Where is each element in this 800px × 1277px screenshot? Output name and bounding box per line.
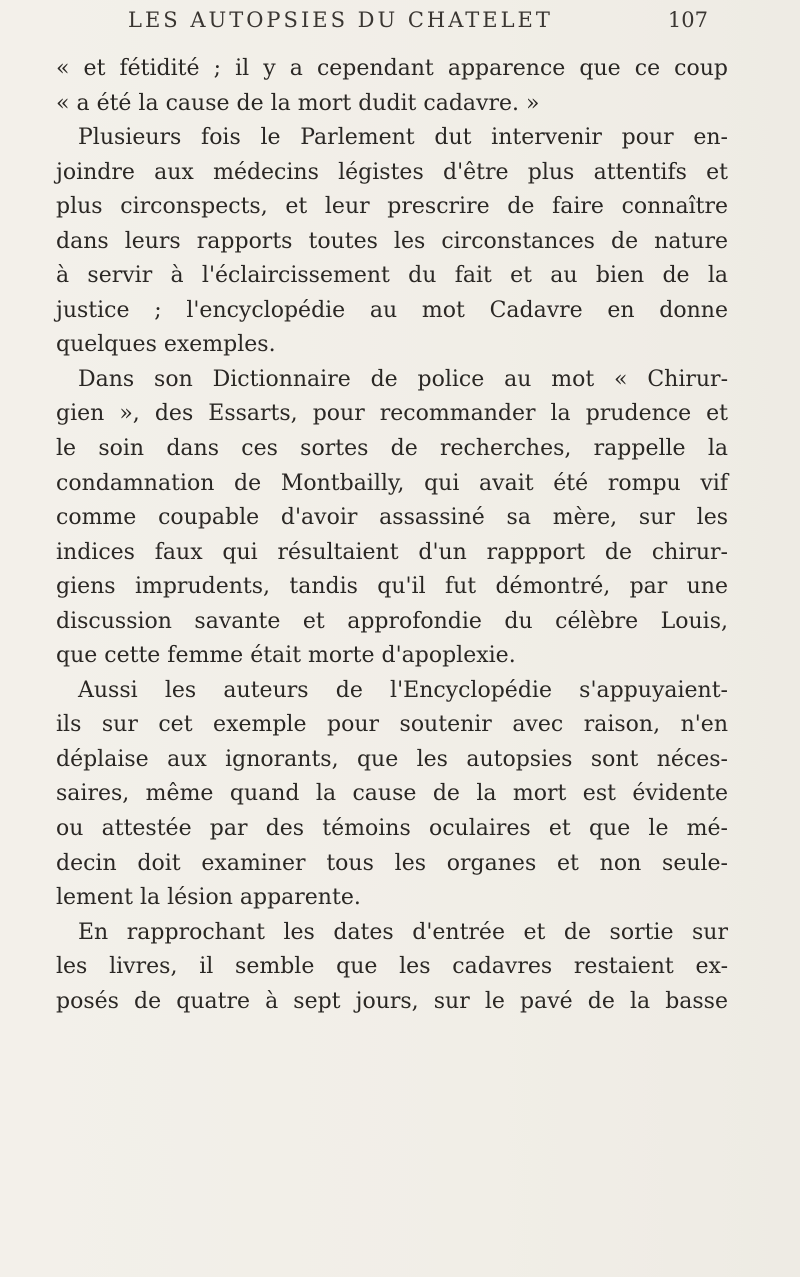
text-line: à servir à l'éclaircissement du fait et au bien de la [56,263,728,289]
text-line: joindre aux médecins légistes d'être plus attentifs et [56,159,728,185]
text-line: indices faux qui résultaient d'un rappport de chirur- [56,539,728,565]
text-line: comme coupable d'avoir assassiné sa mère, sur les [56,505,728,531]
text-line: Plusieurs fois le Parlement dut intervenir pour en- [78,125,728,151]
text-line: posés de quatre à sept jours, sur le pavé de la basse [56,988,728,1014]
text-line: « et fétidité ; il y a cependant apparence que ce coup [56,56,728,81]
text-line: decin doit examiner tous les organes et non seule- [56,850,728,876]
text-line: déplaise aux ignorants, que les autopsies sont néces- [56,746,728,772]
text-line: que cette femme était morte d'apoplexie. [56,643,516,669]
text-line: gien », des Essarts, pour recommander la prudence et [56,401,728,427]
body-text [56,52,728,1019]
text-line: dans leurs rapports toutes les circonstances de nature [56,228,728,254]
text-line: Aussi les auteurs de l'Encyclopédie s'appuyaient- [78,677,728,703]
text-line: giens imprudents, tandis qu'il fut démontré, par une [56,574,728,600]
text-line: En rapprochant les dates d'entrée et de sortie sur [78,919,728,945]
text-line: saires, même quand la cause de la mort est évidente [56,781,728,807]
text-line: les livres, il semble que les cadavres restaient ex- [56,954,728,980]
running-head [128,8,708,32]
text-line: condamnation de Montbailly, qui avait été rompu vif [56,470,728,496]
text-line: ou attestée par des témoins oculaires et que le mé- [56,816,728,842]
text-line: le soin dans ces sortes de recherches, rappelle la [56,436,728,462]
text-line: « a été la cause de la mort dudit cadavre. » [56,90,540,116]
running-head-title: LES AUTOPSIES DU CHATELET [128,8,553,32]
text-line: Dans son Dictionnaire de police au mot « Chirur- [78,366,728,392]
page-number: 107 [667,8,708,32]
text-line: justice ; l'encyclopédie au mot Cadavre en donne [56,297,728,323]
text-line: quelques exemples. [56,332,276,358]
text-line: lement la lésion apparente. [56,885,361,911]
text-line: plus circonspects, et leur prescrire de faire connaître [56,194,728,220]
text-line: ils sur cet exemple pour soutenir avec raison, n'en [56,712,728,738]
text-line: discussion savante et approfondie du célèbre Louis, [56,608,728,634]
